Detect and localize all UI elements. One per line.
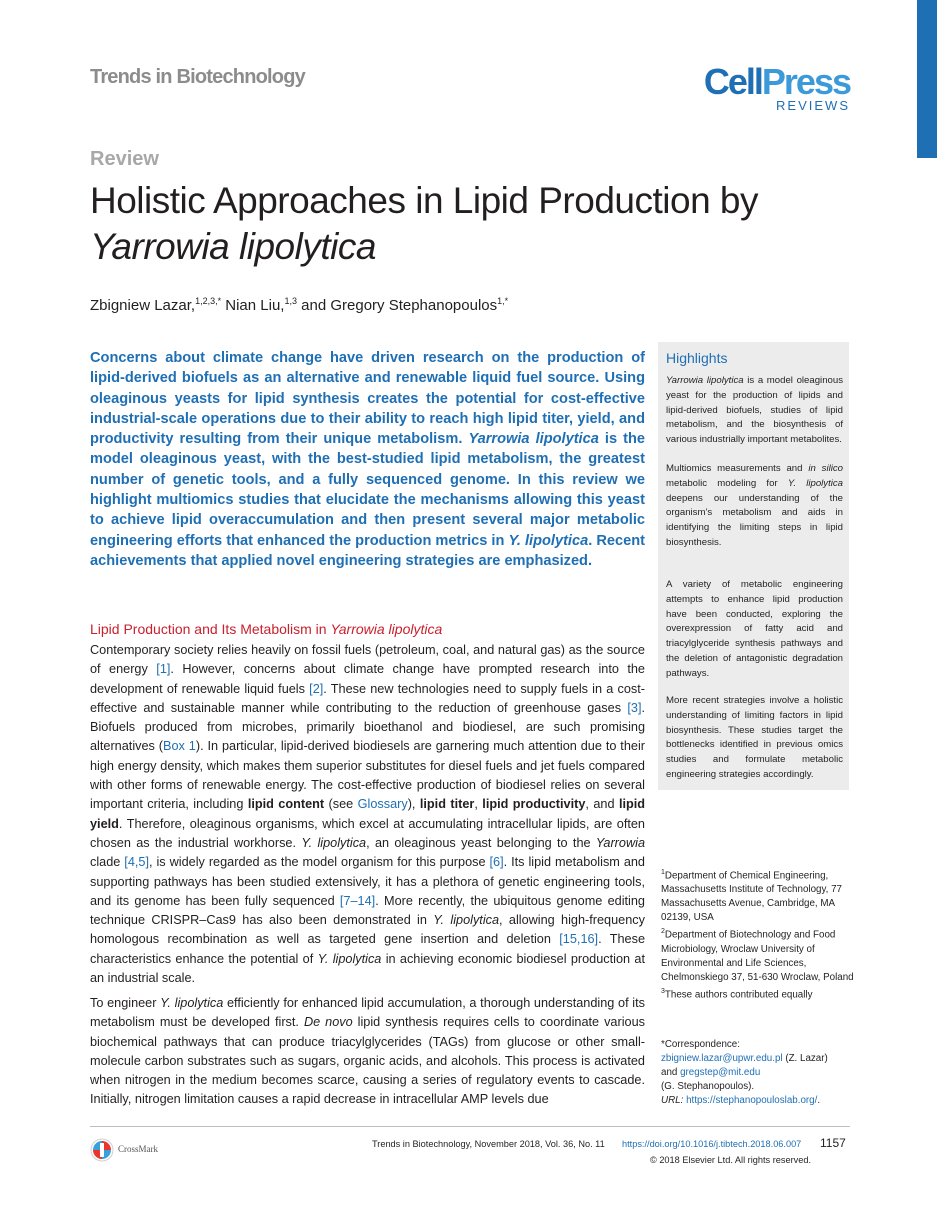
correspondence [661,1038,856,1108]
italic-run: De novo [303,1015,353,1030]
correspondence-email-1-line [661,1052,856,1066]
copyright-notice: © 2018 Elsevier Ltd. All rights reserved. [650,1155,811,1165]
section-heading [90,621,442,637]
italic-run: Y. lipolytica [433,913,500,928]
abstract [90,348,645,571]
email-1-note: (Z. Lazar) [782,1053,828,1064]
text-run: Concerns about climate change have driven research on the production of lipid-derived biofuels as an alternative and renewable liquid fuel source. Using oleaginous yeasts for lipid synthesis creates the potential for cost-effective industrial-scale operations due to their ability to reach high lipid titer, yield, and productivity resulting from their unique metabolism. [90,350,645,448]
text-run: ). In particular, lipid-derived biodiesels are garnering much attention due to their high energy density, which makes them superior substitutes for diesel fuels and jet fuels compared with other forms of renewable energy. The cost-effective production of biodiesel relies on several important criteria, including [90,739,645,812]
italic-run: Y. lipolytica [160,996,224,1010]
italic-run: Y. lipolytica [301,835,367,850]
text-run: efficiently for enhanced lipid accumulation, a thorough understanding of its metabolism must be developed first. [90,996,645,1030]
lab-url-link[interactable]: https://stephanopouloslab.org/ [686,1095,818,1106]
text-run: . However, concerns about climate change have prompted research into the development of renewable liquid fuels [90,662,645,696]
logo-wordmark [703,61,850,102]
reference-link[interactable]: Glossary [357,797,408,812]
url-end: . [817,1095,821,1106]
logo-press: Press [761,61,850,102]
title-line-1: Holistic Approaches in Lipid Production by [90,180,758,221]
section-heading-text: Lipid Production and Its Metabolism in [90,621,331,637]
bold-term: lipid content [247,797,325,812]
footer-citation: Trends in Biotechnology, November 2018, Vol. 36, No. 11 [372,1139,605,1149]
text-run: . These characteristics enhance the potential of [90,932,645,966]
text-run: , [474,797,483,812]
logo-cell: Cell [703,61,762,102]
text-run: . Its lipid metabolism and supporting pathways has been studied extensively, it has a plethora of genetic engineering tools, and its genome has been fully sequenced [90,855,645,908]
crossmark-icon [90,1138,114,1162]
highlight-item [666,578,843,682]
text-run: , and [585,797,619,812]
affiliation-item [661,866,856,925]
highlights-title: Highlights [666,350,728,366]
italic-run: Y. lipolytica [317,951,382,966]
text-run: . Biofuels produced from microbes, primarily bioethanol and biodiesel, are such promising alternatives ( [90,700,645,754]
affiliations [661,866,856,1002]
footer-doi-link[interactable]: https://doi.org/10.1016/j.tibtech.2018.06.007 [622,1139,802,1149]
article-title [90,178,870,270]
body-paragraph-1 [90,641,645,988]
text-run: is the model oleaginous yeast, with the best-studied lipid metabolism, the greatest number of genetic tools, and a fully sequenced genome. In this review we highlight multiomics studies that elucidate the mechanisms allowing this yeast to achieve lipid overaccumulation and then present several major metabolic engineering efforts that enhanced the production metrics in [90,431,645,549]
author-name: Zbigniew Lazar, [90,297,196,314]
text-run: More recent strategies involve a holistic understanding of limiting factors in lipid biosynthesis. These studies target the bottlenecks identified in previous omics studies and formulate metabolic engineering strategies accordingly. [666,695,843,780]
reference-link[interactable]: [6] [489,855,504,870]
affiliation-marker: 3 [661,987,665,995]
text-run: Multiomics measurements and [666,463,809,474]
italic-run: Yarrowia lipolytica [468,431,599,448]
text-run: (see [324,797,358,812]
logo-reviews: REVIEWS [776,98,850,113]
bold-term: lipid yield [90,797,646,831]
reference-link[interactable]: [15,16] [559,932,599,947]
author-affil-marker: 1,* [497,296,509,306]
highlights-box [658,342,849,790]
email-2-note: (G. Stephanopoulos). [661,1081,755,1092]
affiliation-marker: 1 [661,869,665,876]
author-affil-marker: 1,3 [284,296,297,306]
email-link-lazar[interactable]: zbigniew.lazar@upwr.edu.pl [661,1053,783,1064]
page-number: 1157 [820,1136,846,1150]
text-run: ), [407,797,420,812]
reference-link[interactable]: [1] [156,662,171,677]
text-run: , is widely regarded as the model organism for this purpose [148,855,490,870]
affiliation-text: These authors contributed equally [664,988,813,1000]
footer-divider [90,1126,850,1127]
author-name: Nian Liu, [221,297,285,314]
affiliation-item [661,985,856,1002]
text-run: , an oleaginous yeast belonging to the [366,835,596,850]
bold-term: lipid productivity [482,797,586,812]
correspondence-url-line [661,1094,856,1108]
url-label: URL: [661,1095,684,1106]
reference-link[interactable]: [3] [627,700,642,715]
highlight-item [666,374,843,448]
affiliation-item [661,925,856,984]
highlight-item [666,462,843,551]
text-run: . These new technologies need to supply fuels in a cost-effective and sustainable manner while contributing to the reduction of greenhouse gases [90,681,645,715]
crossmark-label: CrossMark [118,1144,158,1154]
text-run: . Therefore, oleaginous organisms, which excel at accumulating intracellular lipids, are often chosen as the industrial workhorse. [90,816,645,850]
title-line-2: Yarrowia lipolytica [90,226,376,267]
author-name: and Gregory Stephanopoulos [296,297,498,314]
author-list [90,296,508,314]
section-heading-species: Yarrowia lipolytica [330,621,443,637]
affiliation-text: Department of Biotechnology and Food Microbiology, Wroclaw University of Environmental and Life Sciences, Chelmonskiego 37, 51-630 Wroclaw, Poland [661,929,854,983]
italic-run: in silico [808,463,843,474]
text-run: . More recently, the ubiquitous genome editing technique CRISPR–Cas9 has also been demonstrated in [90,893,645,928]
italic-run: Yarrowia [595,835,645,850]
email-link-stephanopoulos[interactable]: gregstep@mit.edu [680,1067,761,1078]
journal-color-tab [917,0,937,158]
reference-link[interactable]: [7–14] [339,893,376,908]
text-run: To engineer [90,996,161,1010]
correspondence-label: *Correspondence: [661,1039,740,1050]
text-run: metabolic modeling for [666,477,788,489]
reference-link[interactable]: [2] [309,681,324,696]
body-paragraph-2 [90,994,645,1110]
highlight-item [666,694,843,783]
affiliation-text: Department of Chemical Engineering, Massachusetts Institute of Technology, 77 Massachusetts Avenue, Cambridge, MA 02139, USA [661,870,842,924]
journal-name: Trends in Biotechnology [90,66,305,88]
bold-term: lipid titer [419,797,475,812]
text-run: is a model oleaginous yeast for the production of lipids and lipid-derived biofuels, studies of lipid metabolism, and the biosynthesis of various industrially important metabolites. [666,375,843,446]
italic-run: Y. lipolytica [508,532,589,549]
article-type-label: Review [90,148,159,170]
italic-run: Yarrowia lipolytica [666,375,744,386]
reference-link[interactable]: [4,5] [124,855,149,870]
text-run: Contemporary society relies heavily on fossil fuels (petroleum, coal, and natural gas) as the source of energy [90,643,645,677]
reference-link[interactable]: Box 1 [163,739,196,754]
text-run: deepens our understanding of the organism’s metabolism and aids in identifying the limiting steps in lipid biosynthesis. [666,492,843,548]
text-run: A variety of metabolic engineering attempts to enhance lipid production have been conducted, exploring the overexpression of fatty acid and triacylglyceride synthesis pathways and the deletion of antagonistic degradation pathways. [666,579,843,679]
and-word: and [661,1067,681,1078]
text-run: , allowing high-frequency homologous recombination as well as targeted gene insertion and deletion [90,913,645,947]
text-run: . Recent achievements that applied novel engineering strategies are emphasized. [90,532,645,569]
italic-run: Y. lipolytica [787,477,844,489]
text-run: clade [90,855,125,870]
text-run: in achieving economic biodiesel production at an industrial scale. [90,951,645,986]
correspondence-email-2-line [661,1066,856,1080]
cellpress-logo [700,61,850,116]
affiliation-marker: 2 [661,928,665,936]
author-affil-marker: 1,2,3,* [195,296,222,306]
text-run: lipid synthesis requires cells to coordinate various biochemical pathways that can produce triacylglycerides (TAGs) from glucose or other small-molecule carbon substrates such as sugars, organic acids, and alcohols. This process is activated when nitrogen in the medium becomes scarce, causing a series of regulatory events to cascade. Initially, nitrogen limitation causes a rapid decrease in intracellular AMP levels due [90,1015,645,1107]
